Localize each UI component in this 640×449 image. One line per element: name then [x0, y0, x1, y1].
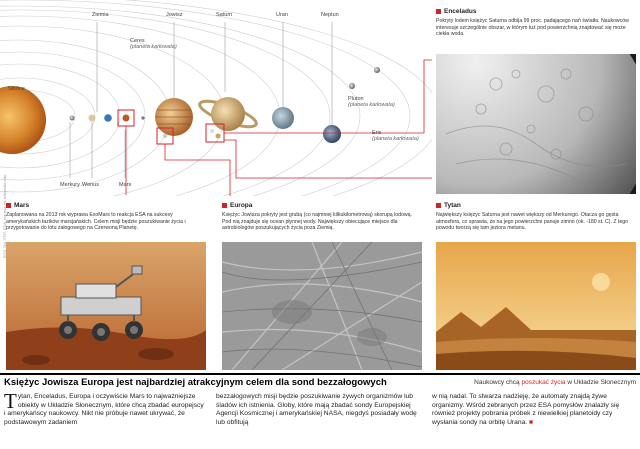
- body-column-2: [216, 393, 420, 427]
- europa-panel: [222, 200, 422, 370]
- mars-rover-photo: [6, 242, 206, 370]
- europa-moon: [163, 134, 167, 138]
- titan-landscape-photo: [436, 242, 636, 370]
- label-saturn: Saturn: [216, 12, 233, 18]
- red-square-icon: [436, 203, 441, 208]
- enceladus-photo: [436, 54, 636, 194]
- headline-bar: [0, 373, 640, 389]
- enceladus-panel: [436, 6, 636, 194]
- red-square-icon: [436, 9, 441, 14]
- titan-moon: [216, 134, 221, 139]
- body-col2-text: bezzałogowych misji będzie poszukiwanie żywych organizmów lub śladów ich istnienia. Globy, które mają zbadać sondy Europejskiej Agencji Kosmicznej i amerykańskiej NASA, niegdyś posiadały wodę lub obfitują: [216, 393, 417, 426]
- neptune-planet: [323, 125, 341, 143]
- body-col1-text: ytan, Enceladus, Europa i oczywiście Mars to najważniejsze obiekty w Układzie Słonecznym, które chcą zbadać europejscy i amerykańscy naukowcy. Nikt nie próbuje nawet ukrywać, że podstawowym zadaniem: [4, 393, 204, 426]
- tagline-before: Naukowcy chcą: [474, 379, 522, 386]
- saturn-planet: [211, 97, 245, 131]
- label-jowisz: Jowisz: [166, 12, 183, 18]
- sun: [0, 86, 46, 154]
- label-ceres: [130, 38, 177, 50]
- tagline-highlight: poszukać życia: [521, 379, 566, 386]
- label-merkury: Merkury: [60, 182, 80, 188]
- solar-system-diagram: [0, 0, 432, 196]
- mars-panel: [6, 200, 206, 370]
- body-column-3: [432, 393, 636, 427]
- venus-planet: [89, 115, 96, 122]
- label-mars: Mars: [119, 182, 132, 188]
- body-column-1: [4, 389, 204, 427]
- tytan-title: [436, 200, 636, 210]
- label-slonce: Słońce: [8, 86, 25, 92]
- label-ceres-name: Ceres: [130, 38, 145, 44]
- red-square-icon: [222, 203, 227, 208]
- tagline-after: w Układzie Słonecznym: [565, 379, 636, 386]
- label-pluton-name: Pluton: [348, 96, 364, 102]
- tytan-panel: [436, 200, 636, 370]
- label-eris-note: (planeta karłowata): [372, 136, 419, 143]
- mars-title: [6, 200, 206, 210]
- uranus-planet: [272, 107, 294, 129]
- label-ceres-note: (planeta karłowata): [130, 44, 177, 51]
- europa-surface-photo: [222, 242, 422, 370]
- earth-planet: [104, 114, 112, 122]
- mars-title-text: Mars: [14, 201, 30, 209]
- label-wenus: Wenus: [82, 182, 100, 188]
- label-uran: Uran: [276, 12, 288, 18]
- label-eris: [372, 130, 419, 142]
- tytan-text: Największy księżyc Saturna jest nawet większy od Merkurego. Otacza go gęsta atmosfera, co sprawia, że na jego powierzchni panuje zimno (ok. -180 st. C). Z tego powodu tworzą się tam jeziora metanu.: [436, 212, 629, 231]
- label-pluton: [348, 96, 395, 108]
- pluto-dwarf: [349, 83, 355, 89]
- article-tagline: [474, 379, 636, 386]
- mars-planet: [123, 115, 130, 122]
- label-neptun: Neptun: [321, 12, 339, 18]
- eris-dwarf: [374, 67, 380, 73]
- enceladus-text: Pokryty lodem księżyc Saturna odbija 99 proc. padającego nań światła. Naukowców interesuje szczególnie obszar, w którym tuż pod powierzchnią znajdować się może ciekła woda.: [436, 18, 629, 37]
- mercury-planet: [70, 116, 75, 121]
- enceladus-title: [436, 6, 636, 16]
- europa-title-text: Europa: [230, 201, 253, 209]
- ceres-dwarf: [141, 116, 144, 119]
- label-eris-name: Eris: [372, 130, 382, 136]
- body-col3-text: w nią nadal. To stwarza nadzieję, że automaty znajdą żywe organizmy. Wśród zebranych przez ESA pomysłów znalazły się również projekty pobrania próbek z niewielkiej planetoidy czy wysłania sondy na orbitę Urana.: [432, 393, 620, 426]
- end-mark-icon: ■: [529, 418, 534, 426]
- label-ziemia: Ziemia: [92, 12, 109, 18]
- enceladus-title-text: Enceladus: [444, 7, 477, 15]
- leader-lines: [70, 22, 332, 178]
- drop-cap: T: [4, 389, 17, 413]
- europa-title: [222, 200, 422, 210]
- tytan-title-text: Tytan: [444, 201, 461, 209]
- label-pluton-note: (planeta karłowata): [348, 102, 395, 109]
- article-headline: Księżyc Jowisza Europa jest najbardziej atrakcyjnym celem dla sond bezzałogowych: [4, 377, 387, 388]
- photo-credit: RYS. DN, FOT. ESA, mn.esa.int, wikipedia.edu: [2, 174, 7, 258]
- mars-text: Zaplanowana na 2013 rok wyprawa ExoMars to reakcja ESA na sukcesy amerykańskich łazików marsjańskich. Celem misji będzie poszukiwanie życia i przygotowanie do lotu załogowego na Czerwoną Planetę.: [6, 212, 186, 231]
- enceladus-moon: [210, 129, 214, 133]
- europa-text: Księżyc Jowisza pokryty jest grubą (co najmniej kilkukilometrową) skorupą lodową. Pod nią znajduje się ocean płynnej wody. Największy obiecujące miejsce dla astrobiologów poszukujących życia poza Ziemią.: [222, 212, 412, 231]
